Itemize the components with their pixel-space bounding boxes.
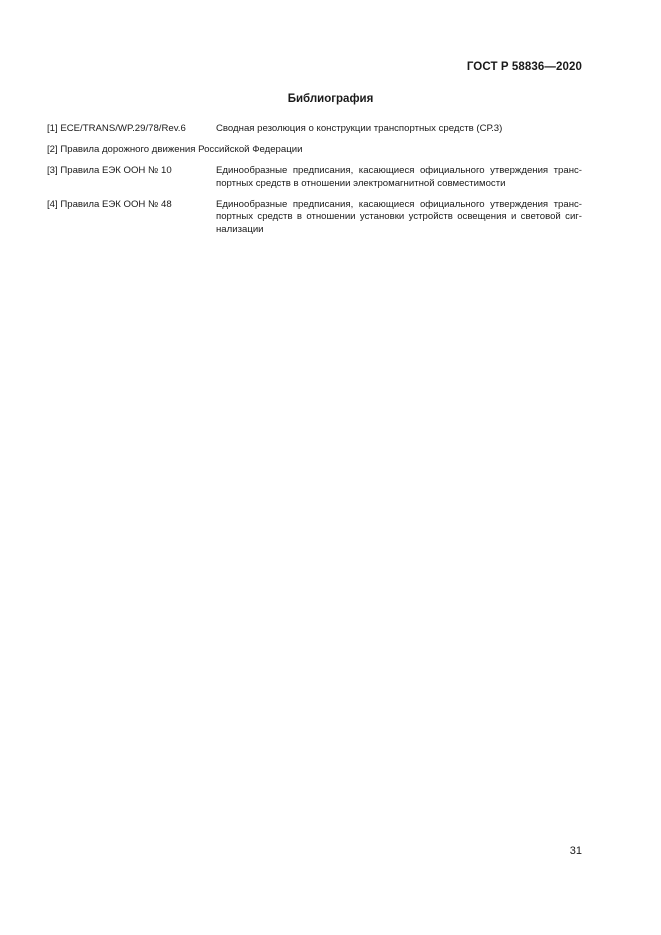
bibliography-ref: [1] ECE/TRANS/WP.29/78/Rev.6 — [47, 123, 186, 134]
bibliography-desc: Единообразные предписания, касающиеся официального утверждения транс-портных средств в отношении установки устройств освещения и световой сиг-нализации — [216, 198, 582, 236]
page-number: 31 — [569, 845, 582, 857]
section-title: Библиография — [287, 93, 374, 105]
bibliography-ref: [3] Правила ЕЭК ООН № 10 — [47, 165, 172, 177]
bibliography-ref: [2] Правила дорожного движения Российской Федерации — [47, 144, 303, 156]
bibliography-entry — [47, 123, 582, 136]
bibliography-entry — [47, 165, 582, 190]
bibliography-list — [47, 123, 582, 245]
bibliography-desc: Единообразные предписания, касающиеся официального утверждения транс-портных средств в отношении электромагнитной совместимости — [216, 165, 582, 189]
bibliography-entry — [47, 144, 582, 157]
bibliography-ref: [4] Правила ЕЭК ООН № 48 — [47, 198, 172, 210]
bibliography-desc: Сводная резолюция о конструкции транспортных средств (СР.3) — [216, 123, 503, 134]
bibliography-entry — [47, 199, 582, 237]
document-code: ГОСТ Р 58836—2020 — [466, 61, 582, 73]
